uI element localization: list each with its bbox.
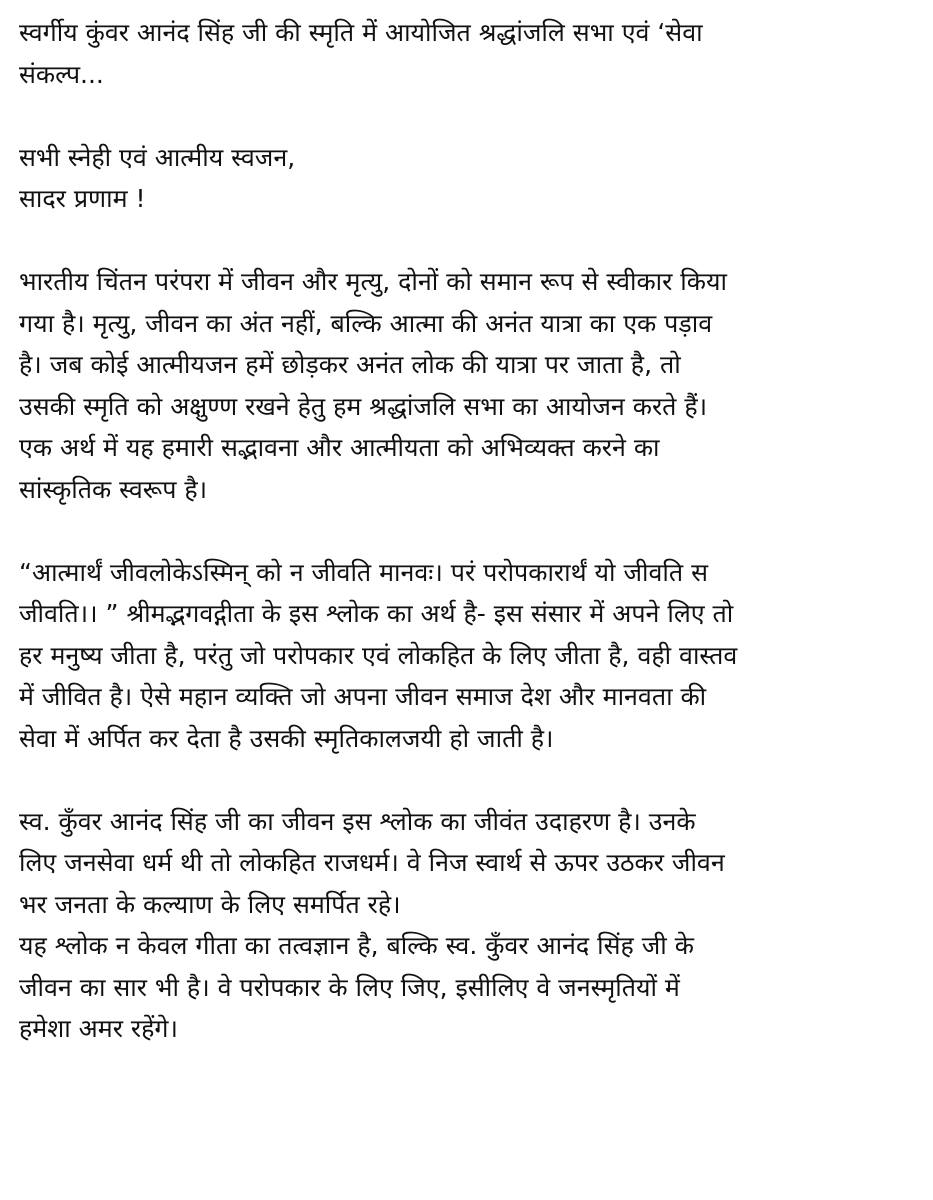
paragraph-gap — [19, 220, 924, 262]
paragraph-shloka — [19, 552, 924, 760]
paragraph-line: गया है। मृत्यु, जीवन का अंत नहीं, बल्कि आत्मा की अनंत यात्रा का एक पड़ाव — [19, 308, 713, 338]
paragraph-gap — [19, 95, 924, 137]
paragraph-line: हर मनुष्य जीता है, परंतु जो परोपकार एवं लोकहित के लिए जीता है, वही वास्तव — [19, 640, 738, 670]
paragraph-line: “आत्मार्थं जीवलोकेऽस्मिन् को न जीवति मानवः। परं परोपकारार्थं यो जीवति स — [19, 557, 708, 587]
salutation-line: सादर प्रणाम ! — [19, 184, 146, 213]
paragraph-line: सेवा में अर्पित कर देता है उसकी स्मृतिकालजयी हो जाती है। — [19, 723, 554, 753]
paragraph-line: लिए जनसेवा धर्म थी तो लोकहित राजधर्म। वे निज स्वार्थ से ऊपर उठकर जीवन — [19, 848, 725, 877]
paragraph-line: स्व. कुँवर आनंद सिंह जी का जीवन इस श्लोक का जीवंत उदाहरण है। उनके — [19, 806, 696, 836]
paragraph-tribute — [19, 801, 924, 1050]
document-body — [19, 12, 924, 1050]
paragraph-line: सांस्कृतिक स्वरूप है। — [19, 474, 208, 504]
paragraph-gap — [19, 510, 924, 552]
salutation — [19, 137, 924, 220]
paragraph-line: जीवन का सार भी है। वे परोपकार के लिए जिए, इसीलिए वे जनस्मृतियों में — [19, 972, 680, 1002]
paragraph-line: है। जब कोई आत्मीयजन हमें छोड़कर अनंत लोक की यात्रा पर जाता है, तो — [19, 350, 681, 379]
title-line: स्वर्गीय कुंवर आनंद सिंह जी की स्मृति में आयोजित श्रद्धांजलि सभा एवं ‘सेवा — [19, 18, 703, 47]
document-title — [19, 12, 924, 95]
title-line: संकल्प... — [19, 59, 104, 89]
paragraph-line: हमेशा अमर रहेंगे। — [19, 1014, 178, 1043]
paragraph-line: उसकी स्मृति को अक्षुण्ण रखने हेतु हम श्रद्धांजलि सभा का आयोजन करते हैं। — [19, 391, 708, 421]
paragraph-gap — [19, 759, 924, 801]
paragraph-line: जीवति।। ” श्रीमद्भगवद्गीता के इस श्लोक का अर्थ है- इस संसार में अपने लिए तो — [19, 599, 734, 628]
paragraph-line: भर जनता के कल्याण के लिए समर्पित रहे। — [19, 889, 401, 919]
salutation-line: सभी स्नेही एवं आत्मीय स्वजन, — [19, 142, 296, 172]
paragraph-line: यह श्लोक न केवल गीता का तत्वज्ञान है, बल्कि स्व. कुँवर आनंद सिंह जी के — [19, 931, 694, 960]
paragraph-indian-thought — [19, 261, 924, 510]
paragraph-line: में जीवित है। ऐसे महान व्यक्ति जो अपना जीवन समाज देश और मानवता की — [19, 682, 707, 711]
paragraph-line: भारतीय चिंतन परंपरा में जीवन और मृत्यु, दोनों को समान रूप से स्वीकार किया — [19, 267, 727, 296]
paragraph-line: एक अर्थ में यह हमारी सद्भावना और आत्मीयता को अभिव्यक्त करने का — [19, 433, 660, 462]
